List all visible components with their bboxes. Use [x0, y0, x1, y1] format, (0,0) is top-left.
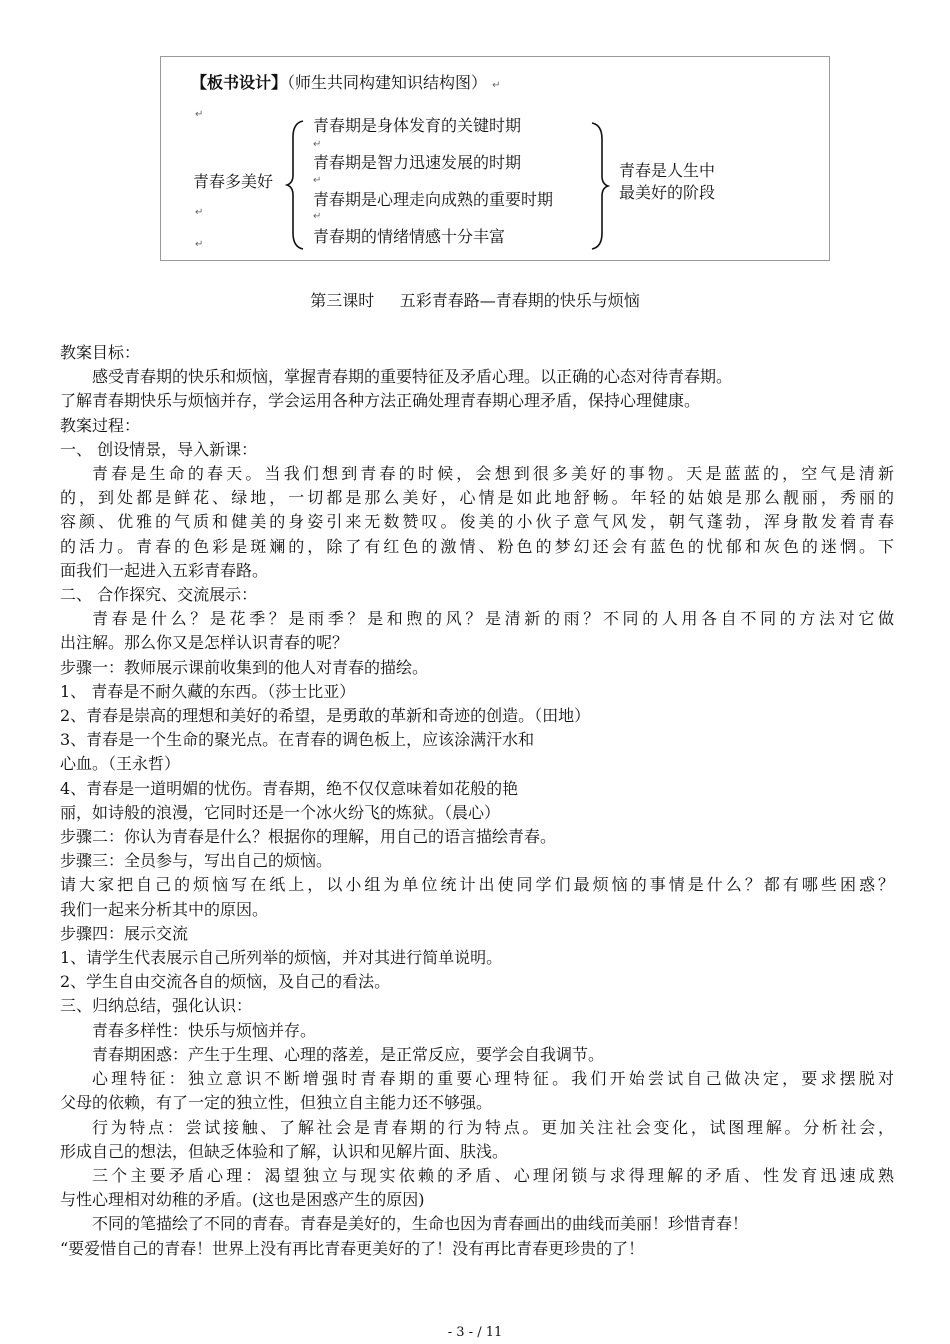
paragraph-line: 父母的依赖，有了一定的独立性，但独立自主能力还不够强。 [60, 1093, 493, 1113]
section-heading: 三、归纳总结，强化认识： [60, 996, 253, 1016]
page-number: - 3 - / 11 [447, 1325, 503, 1340]
section-heading: 一、 创设情景，导入新课： [60, 439, 258, 459]
board-heading-note: （师生共同构建知识结构图） [287, 73, 488, 92]
paragraph-line: 青春多样性：快乐与烦恼并存。 [92, 1020, 317, 1040]
paragraph-line: 我们一起来分析其中的原因。 [60, 899, 269, 919]
list-item: 2、学生自由交流各自的烦恼，及自己的看法。 [60, 972, 391, 992]
board-heading [191, 70, 501, 93]
board-item: 青春期的情绪情感十分丰富 [313, 227, 506, 246]
lesson-body [60, 341, 894, 1261]
paragraph-line: 面我们一起进入五彩青春路。 [60, 560, 269, 580]
step-heading: 步骤一：教师展示课前收集到的他人对青春的描绘。 [60, 657, 429, 677]
paragraph-line: 出注解。那么你又是怎样认识青春的呢？ [60, 633, 349, 653]
list-item: 2、青春是崇高的理想和美好的希望，是勇敢的革新和奇迹的创造。（田地） [60, 706, 591, 726]
paragraph-line: 容颜、优雅的气质和健美的身姿引来无数赞叹。俊美的小伙子意气风发，朝气蓬勃，浑身散发着青春 [60, 512, 894, 532]
paragraph-line: 请大家把自己的烦恼写在纸上，以小组为单位统计出使同学们最烦恼的事情是什么？都有哪些困惑？ [60, 875, 894, 895]
paragraph-line: 行为特点：尝试接触、了解社会是青春期的行为特点。更加关注社会变化，试图理解。分析社会， [92, 1117, 894, 1137]
lesson-title: 第三课时 五彩青春路—青春期的快乐与烦恼 [310, 291, 640, 310]
board-heading-bold: 【板书设计】 [191, 73, 288, 92]
section-heading: 教案目标： [60, 343, 141, 362]
paragraph-line: “要爱惜自己的青春！世界上没有再比青春更美好的了！没有再比青春更珍贵的了！ [60, 1238, 645, 1258]
paragraph-line: 感受青春期的快乐和烦恼，掌握青春期的重要特征及矛盾心理。以正确的心态对待青春期。 [92, 367, 733, 387]
paragraph-line: 青春是生命的春天。当我们想到青春的时候，会想到很多美好的事物。天是蓝蓝的，空气是清新 [92, 464, 894, 484]
left-brace-icon [285, 119, 307, 251]
section-heading: 二、 合作探究、交流展示： [60, 585, 258, 605]
list-item: 1、 青春是不耐久藏的东西。（莎士比亚） [60, 681, 356, 701]
board-design-box [160, 56, 830, 261]
step-heading: 步骤二：你认为青春是什么？根据你的理解，用自己的语言描绘青春。 [60, 827, 557, 847]
paragraph-line: 心理特征：独立意识不断增强时青春期的重要心理特征。我们开始尝试自己做决定，要求摆脱对 [92, 1069, 894, 1089]
paragraph-line: 的，到处都是鲜花、绿地，一切都是那么美好，心情是如此地舒畅。年轻的姑娘是那么靓丽，秀丽的 [60, 488, 894, 508]
paragraph-line: 青春是什么？是花季？是雨季？是和煦的风？是清新的雨？不同的人用各自不同的方法对它做 [92, 609, 894, 629]
board-item: 青春期是身体发育的关键时期 [313, 116, 522, 135]
list-item: 1、请学生代表展示自己所列举的烦恼，并对其进行简单说明。 [60, 948, 503, 968]
step-heading: 步骤四：展示交流 [60, 923, 189, 943]
return-mark-icon: ↵ [313, 211, 322, 222]
board-item: 青春期是心理走向成熟的重要时期 [313, 190, 554, 209]
board-right-label [619, 160, 715, 204]
return-mark-icon: ↵ [195, 239, 204, 250]
board-right-label-line1: 青春是人生中 [619, 161, 716, 180]
paragraph-line: 的活力。青春的色彩是斑斓的，除了有红色的激情、粉色的梦幻还会有蓝色的忧郁和灰色的迷惘。下 [60, 536, 894, 556]
paragraph-line: 与性心理相对幼稚的矛盾。(这也是困惑产生的原因) [60, 1190, 425, 1210]
return-mark-icon: ↵ [313, 139, 322, 150]
return-mark-icon: ↵ [195, 109, 204, 120]
list-item: 3、青春是一个生命的聚光点。在青春的调色板上，应该涂满汗水和 [60, 730, 535, 750]
paragraph-line: 了解青春期快乐与烦恼并存，学会运用各种方法正确处理青春期心理矛盾，保持心理健康。 [60, 391, 701, 411]
board-right-label-line2: 最美好的阶段 [619, 183, 716, 202]
return-mark-icon: ↵ [313, 175, 322, 186]
list-item: 丽，如诗般的浪漫，它同时还是一个冰火纷飞的炼狱。（晨心） [60, 802, 501, 822]
paragraph-line: 三个主要矛盾心理：渴望独立与现实依赖的矛盾、心理闭锁与求得理解的矛盾、性发育迅速成熟 [92, 1165, 894, 1185]
board-item: 青春期是智力迅速发展的时期 [313, 153, 522, 172]
step-heading: 步骤三：全员参与，写出自己的烦恼。 [60, 851, 333, 871]
list-item: 心血。（王永哲） [60, 754, 181, 774]
return-mark-icon: ↵ [195, 207, 204, 218]
paragraph-line: 青春期困惑：产生于生理、心理的落差，是正常反应，要学会自我调节。 [92, 1044, 605, 1064]
paragraph-line: 不同的笔描绘了不同的青春。青春是美好的，生命也因为青春画出的曲线而美丽！珍惜青春！ [92, 1214, 749, 1234]
return-mark-icon: ↵ [492, 80, 501, 91]
list-item: 4、青春是一道明媚的忧伤。青春期，绝不仅仅意味着如花般的艳 [60, 778, 519, 798]
paragraph-line: 形成自己的想法，但缺乏体验和了解，认识和见解片面、肤浅。 [60, 1141, 509, 1161]
board-left-label: 青春多美好 [193, 172, 274, 191]
right-brace-icon [588, 121, 610, 251]
section-heading: 教案过程： [60, 415, 141, 435]
